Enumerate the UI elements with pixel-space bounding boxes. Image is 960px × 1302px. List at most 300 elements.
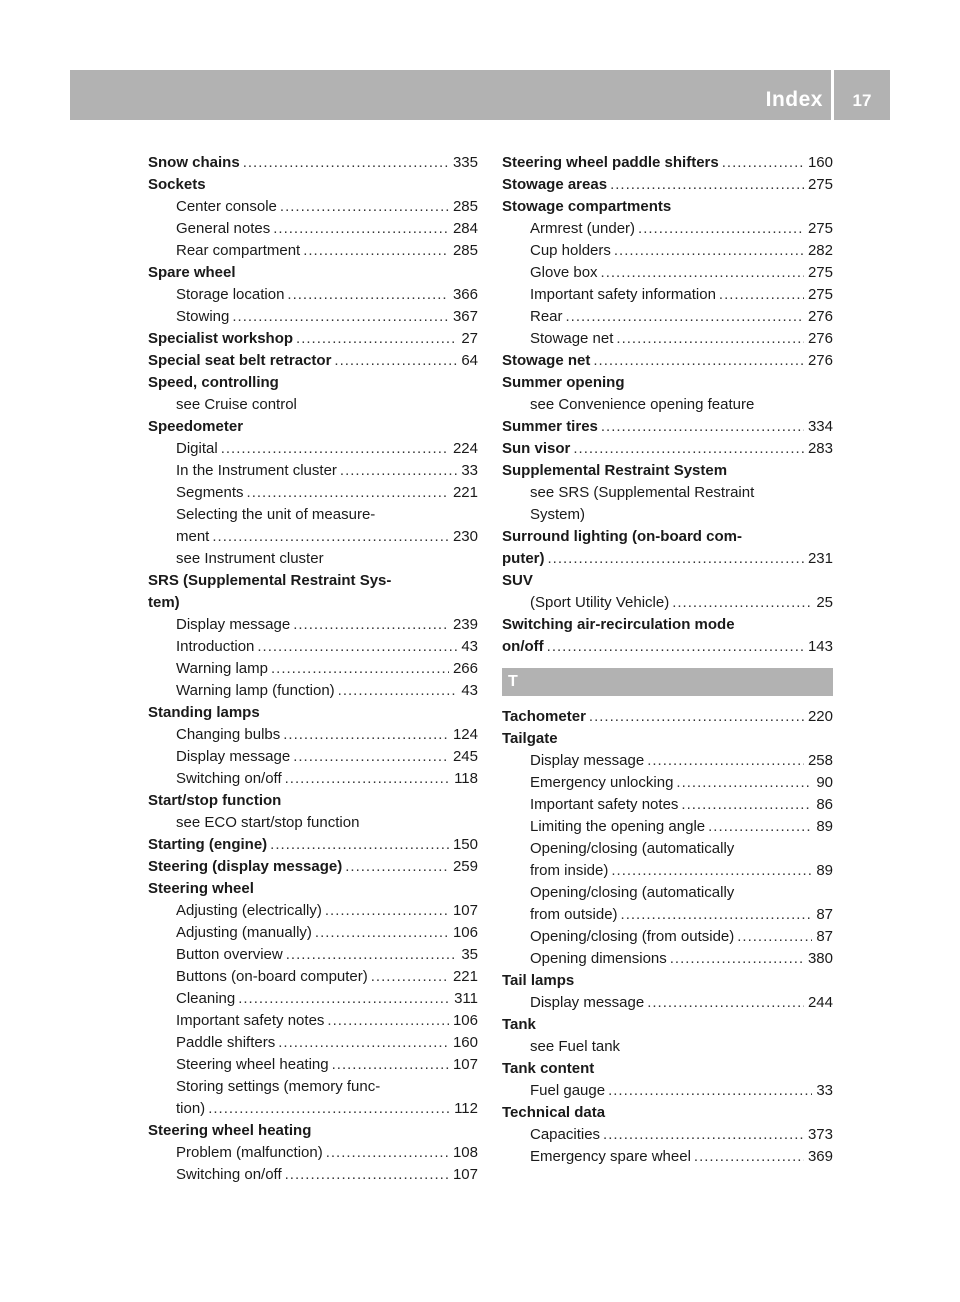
entry-label: Emergency spare wheel bbox=[530, 1148, 691, 1165]
entry-label: Tank content bbox=[502, 1060, 595, 1077]
page-reference[interactable]: 43 bbox=[461, 638, 478, 655]
dot-leader bbox=[676, 772, 812, 794]
index-subentry bbox=[502, 1036, 833, 1058]
dot-leader bbox=[283, 724, 449, 746]
page-reference[interactable]: 276 bbox=[807, 330, 833, 347]
entry-label: Armrest (under) bbox=[530, 220, 636, 237]
entry-label: Important safety notes bbox=[530, 796, 679, 813]
entry-label: Standing lamps bbox=[148, 704, 260, 721]
dot-leader bbox=[326, 1142, 449, 1164]
entry-label: Opening/closing (automatically bbox=[530, 840, 735, 857]
page-reference[interactable]: 221 bbox=[452, 968, 478, 985]
page-reference[interactable]: 107 bbox=[452, 902, 478, 919]
page-reference[interactable]: 33 bbox=[461, 462, 478, 479]
index-subentry[interactable] bbox=[148, 658, 478, 680]
index-subentry[interactable] bbox=[502, 750, 833, 772]
entry-label: Sun visor bbox=[502, 440, 571, 457]
page-reference[interactable]: 369 bbox=[807, 1148, 833, 1165]
dot-leader bbox=[296, 328, 457, 350]
page-reference[interactable]: 89 bbox=[816, 818, 833, 835]
entry-label: Switching air-recirculation mode bbox=[502, 616, 735, 633]
index-entry[interactable] bbox=[502, 706, 833, 728]
entry-label: Special seat belt retractor bbox=[148, 352, 332, 369]
index-subentry[interactable] bbox=[502, 1124, 833, 1146]
entry-label: Introduction bbox=[176, 638, 255, 655]
index-entry bbox=[148, 702, 478, 724]
index-entry[interactable] bbox=[502, 548, 833, 570]
page-reference[interactable]: 244 bbox=[807, 994, 833, 1011]
section-letter: T bbox=[508, 673, 518, 690]
index-subentry[interactable] bbox=[148, 1098, 478, 1120]
index-entry[interactable] bbox=[502, 636, 833, 658]
entry-label: Stowage compartments bbox=[502, 198, 672, 215]
entry-label: Digital bbox=[176, 440, 218, 457]
index-subentry[interactable] bbox=[148, 1054, 478, 1076]
entry-label: Surround lighting (on-board com- bbox=[502, 528, 742, 545]
index-entry bbox=[148, 878, 478, 900]
index-entry[interactable] bbox=[502, 350, 833, 372]
entry-label: Important safety notes bbox=[176, 1012, 325, 1029]
page-reference[interactable]: 220 bbox=[807, 708, 833, 725]
dot-leader bbox=[548, 548, 804, 570]
dot-leader bbox=[303, 240, 449, 262]
dot-leader bbox=[293, 746, 449, 768]
dot-leader bbox=[273, 218, 449, 240]
index-column-left bbox=[148, 152, 478, 1186]
entry-label: Adjusting (manually) bbox=[176, 924, 312, 941]
entry-label: Steering wheel heating bbox=[148, 1122, 312, 1139]
index-subentry[interactable] bbox=[502, 262, 833, 284]
page-reference[interactable]: 285 bbox=[452, 198, 478, 215]
index-entry[interactable] bbox=[502, 174, 833, 196]
entry-label: Specialist workshop bbox=[148, 330, 294, 347]
entry-label: Rear compartment bbox=[176, 242, 301, 259]
dot-leader bbox=[601, 262, 804, 284]
entry-label: Stowing bbox=[176, 308, 230, 325]
page-reference[interactable]: 275 bbox=[807, 286, 833, 303]
index-subentry[interactable] bbox=[148, 196, 478, 218]
page-header bbox=[70, 70, 890, 120]
index-subentry bbox=[148, 1076, 478, 1098]
index-subentry[interactable] bbox=[502, 860, 833, 882]
index-subentry[interactable] bbox=[148, 944, 478, 966]
entry-label: Capacities bbox=[530, 1126, 601, 1143]
page-reference[interactable]: 108 bbox=[452, 1144, 478, 1161]
index-entry bbox=[502, 196, 833, 218]
entry-label: Steering (display message) bbox=[148, 858, 343, 875]
page-title: Index bbox=[765, 88, 823, 111]
index-subentry[interactable] bbox=[148, 1032, 478, 1054]
index-subentry[interactable] bbox=[502, 592, 833, 614]
entry-label: Problem (malfunction) bbox=[176, 1144, 323, 1161]
page-reference[interactable]: 231 bbox=[807, 550, 833, 567]
page-reference[interactable]: 160 bbox=[452, 1034, 478, 1051]
page-reference[interactable]: 335 bbox=[452, 154, 478, 171]
entry-label: see Convenience opening feature bbox=[530, 396, 755, 413]
page-reference[interactable]: 259 bbox=[452, 858, 478, 875]
entry-label: Tail lamps bbox=[502, 972, 575, 989]
dot-leader bbox=[325, 900, 449, 922]
entry-label: on/off bbox=[502, 638, 544, 655]
page-reference[interactable]: 275 bbox=[807, 264, 833, 281]
entry-label: Summer tires bbox=[502, 418, 598, 435]
page-reference[interactable]: 118 bbox=[454, 770, 478, 787]
page-reference[interactable]: 285 bbox=[452, 242, 478, 259]
entry-label: Warning lamp bbox=[176, 660, 268, 677]
index-subentry bbox=[502, 504, 833, 526]
entry-label: from outside) bbox=[530, 906, 618, 923]
entry-label: see Cruise control bbox=[176, 396, 297, 413]
entry-label: Storage location bbox=[176, 286, 285, 303]
index-entry bbox=[502, 526, 833, 548]
index-subentry[interactable] bbox=[502, 240, 833, 262]
entry-label: Important safety information bbox=[530, 286, 716, 303]
page-reference[interactable]: 230 bbox=[452, 528, 478, 545]
page-reference[interactable]: 282 bbox=[807, 242, 833, 259]
page-reference[interactable]: 367 bbox=[452, 308, 478, 325]
entry-label: ment bbox=[176, 528, 210, 545]
page-reference[interactable]: 276 bbox=[807, 352, 833, 369]
page-reference[interactable]: 106 bbox=[452, 924, 478, 941]
entry-label: tion) bbox=[176, 1100, 206, 1117]
entry-label: Limiting the opening angle bbox=[530, 818, 706, 835]
dot-leader bbox=[616, 328, 804, 350]
entry-label: see Fuel tank bbox=[530, 1038, 621, 1055]
dot-leader bbox=[610, 174, 804, 196]
page-reference[interactable]: 87 bbox=[816, 906, 833, 923]
dot-leader bbox=[371, 966, 449, 988]
dot-leader bbox=[614, 240, 804, 262]
dot-leader bbox=[280, 196, 449, 218]
dot-leader bbox=[270, 834, 449, 856]
page-reference[interactable]: 106 bbox=[452, 1012, 478, 1029]
index-subentry[interactable] bbox=[148, 746, 478, 768]
index-subentry[interactable] bbox=[148, 218, 478, 240]
page-reference[interactable]: 266 bbox=[452, 660, 478, 677]
index-subentry[interactable] bbox=[502, 794, 833, 816]
page-reference[interactable]: 284 bbox=[452, 220, 478, 237]
page-reference[interactable]: 64 bbox=[461, 352, 478, 369]
dot-leader bbox=[334, 350, 457, 372]
entry-label: from inside) bbox=[530, 862, 609, 879]
dot-leader bbox=[332, 1054, 449, 1076]
index-entry bbox=[148, 416, 478, 438]
entry-label: Opening dimensions bbox=[530, 950, 667, 967]
dot-leader bbox=[647, 992, 804, 1014]
index-subentry[interactable] bbox=[148, 284, 478, 306]
page-reference[interactable]: 275 bbox=[807, 176, 833, 193]
entry-label: see Instrument cluster bbox=[176, 550, 324, 567]
entry-label: Cup holders bbox=[530, 242, 611, 259]
entry-label: Buttons (on-board computer) bbox=[176, 968, 368, 985]
dot-leader bbox=[238, 988, 450, 1010]
entry-label: Segments bbox=[176, 484, 244, 501]
entry-label: Steering wheel paddle shifters bbox=[502, 154, 719, 171]
page-number: 17 bbox=[852, 91, 872, 110]
index-subentry bbox=[148, 504, 478, 526]
index-entry bbox=[502, 1014, 833, 1036]
section-header bbox=[502, 668, 833, 696]
entry-label: Selecting the unit of measure- bbox=[176, 506, 376, 523]
page-reference[interactable]: 112 bbox=[454, 1100, 478, 1117]
dot-leader bbox=[286, 944, 458, 966]
dot-leader bbox=[278, 1032, 449, 1054]
index-subentry[interactable] bbox=[148, 482, 478, 504]
entry-label: Stowage net bbox=[502, 352, 591, 369]
entry-label: Stowage areas bbox=[502, 176, 608, 193]
index-entry bbox=[148, 790, 478, 812]
entry-label: puter) bbox=[502, 550, 545, 567]
index-entry bbox=[502, 372, 833, 394]
entry-label: Supplemental Restraint System bbox=[502, 462, 728, 479]
dot-leader bbox=[285, 768, 450, 790]
index-entry[interactable] bbox=[148, 350, 478, 372]
page-reference[interactable]: 143 bbox=[807, 638, 833, 655]
index-subentry bbox=[148, 812, 478, 834]
page-reference[interactable]: 311 bbox=[454, 990, 478, 1007]
page-reference[interactable]: 239 bbox=[452, 616, 478, 633]
page-reference[interactable]: 245 bbox=[452, 748, 478, 765]
index-entry[interactable] bbox=[148, 328, 478, 350]
entry-label: Opening/closing (from outside) bbox=[530, 928, 735, 945]
dot-leader bbox=[573, 438, 804, 460]
entry-label: Warning lamp (function) bbox=[176, 682, 335, 699]
dot-leader bbox=[670, 948, 804, 970]
entry-label: see SRS (Supplemental Restraint bbox=[530, 484, 755, 501]
entry-label: Steering wheel bbox=[148, 880, 254, 897]
index-subentry[interactable] bbox=[502, 904, 833, 926]
index-entry bbox=[148, 372, 478, 394]
index-subentry[interactable] bbox=[148, 460, 478, 482]
entry-label: Display message bbox=[530, 994, 645, 1011]
index-entry bbox=[148, 570, 478, 592]
dot-leader bbox=[293, 614, 449, 636]
dot-leader bbox=[719, 284, 804, 306]
entry-label: Display message bbox=[176, 748, 291, 765]
page-reference[interactable]: 43 bbox=[461, 682, 478, 699]
entry-label: In the Instrument cluster bbox=[176, 462, 337, 479]
index-subentry[interactable] bbox=[148, 306, 478, 328]
dot-leader bbox=[601, 416, 804, 438]
dot-leader bbox=[271, 658, 449, 680]
dot-leader bbox=[566, 306, 804, 328]
entry-label: Summer opening bbox=[502, 374, 625, 391]
index-subentry[interactable] bbox=[148, 768, 478, 790]
dot-leader bbox=[221, 438, 449, 460]
dot-leader bbox=[345, 856, 449, 878]
page-reference[interactable]: 366 bbox=[452, 286, 478, 303]
index-entry bbox=[502, 614, 833, 636]
page-reference[interactable]: 124 bbox=[452, 726, 478, 743]
page-reference[interactable]: 107 bbox=[452, 1166, 478, 1183]
header-divider bbox=[831, 70, 834, 120]
page-reference[interactable]: 334 bbox=[807, 418, 833, 435]
index-subentry[interactable] bbox=[502, 1146, 833, 1168]
entry-label: Speedometer bbox=[148, 418, 244, 435]
index-subentry[interactable] bbox=[148, 1010, 478, 1032]
page-reference[interactable]: 373 bbox=[807, 1126, 833, 1143]
page-reference[interactable]: 27 bbox=[461, 330, 478, 347]
entry-label: Display message bbox=[530, 752, 645, 769]
entry-label: Rear bbox=[530, 308, 563, 325]
entry-label: tem) bbox=[148, 594, 180, 611]
index-subentry[interactable] bbox=[502, 1080, 833, 1102]
page-reference[interactable]: 89 bbox=[816, 862, 833, 879]
entry-label: Steering wheel heating bbox=[176, 1056, 329, 1073]
page-reference[interactable]: 224 bbox=[452, 440, 478, 457]
index-subentry bbox=[502, 482, 833, 504]
index-subentry[interactable] bbox=[148, 900, 478, 922]
index-subentry[interactable] bbox=[148, 438, 478, 460]
index-entry bbox=[502, 1102, 833, 1124]
dot-leader bbox=[621, 904, 813, 926]
index-subentry[interactable] bbox=[148, 680, 478, 702]
index-subentry[interactable] bbox=[502, 218, 833, 240]
dot-leader bbox=[611, 860, 812, 882]
entry-label: Switching on/off bbox=[176, 770, 282, 787]
entry-label: Fuel gauge bbox=[530, 1082, 606, 1099]
entry-label: Speed, controlling bbox=[148, 374, 279, 391]
page-reference[interactable]: 276 bbox=[807, 308, 833, 325]
dot-leader bbox=[608, 1080, 812, 1102]
index-entry bbox=[502, 728, 833, 750]
index-entry bbox=[502, 460, 833, 482]
index-entry bbox=[502, 1058, 833, 1080]
dot-leader bbox=[737, 926, 812, 948]
index-subentry bbox=[148, 394, 478, 416]
entry-label: Button overview bbox=[176, 946, 283, 963]
dot-leader bbox=[287, 284, 449, 306]
index-subentry[interactable] bbox=[148, 636, 478, 658]
entry-label: Adjusting (electrically) bbox=[176, 902, 322, 919]
index-entry[interactable] bbox=[148, 152, 478, 174]
index-subentry[interactable] bbox=[148, 614, 478, 636]
dot-leader bbox=[722, 152, 804, 174]
index-entry bbox=[148, 592, 478, 614]
dot-leader bbox=[547, 636, 804, 658]
index-subentry[interactable] bbox=[148, 240, 478, 262]
index-entry[interactable] bbox=[502, 416, 833, 438]
index-subentry[interactable] bbox=[502, 926, 833, 948]
entry-label: Tank bbox=[502, 1016, 536, 1033]
index-entry bbox=[148, 1120, 478, 1142]
dot-leader bbox=[672, 592, 812, 614]
page-reference[interactable]: 86 bbox=[816, 796, 833, 813]
index-subentry[interactable] bbox=[148, 724, 478, 746]
entry-label: Tailgate bbox=[502, 730, 558, 747]
index-entry[interactable] bbox=[148, 834, 478, 856]
index-subentry[interactable] bbox=[148, 1164, 478, 1186]
page-reference[interactable]: 283 bbox=[807, 440, 833, 457]
dot-leader bbox=[315, 922, 449, 944]
entry-label: System) bbox=[530, 506, 586, 523]
entry-label: Technical data bbox=[502, 1104, 606, 1121]
entry-label: Cleaning bbox=[176, 990, 236, 1007]
dot-leader bbox=[603, 1124, 804, 1146]
index-subentry bbox=[502, 394, 833, 416]
index-subentry bbox=[502, 882, 833, 904]
dot-leader bbox=[340, 460, 457, 482]
page-reference[interactable]: 221 bbox=[452, 484, 478, 501]
dot-leader bbox=[257, 636, 457, 658]
page-reference[interactable]: 90 bbox=[816, 774, 833, 791]
entry-label: (Sport Utility Vehicle) bbox=[530, 594, 670, 611]
page-reference[interactable]: 33 bbox=[816, 1082, 833, 1099]
index-entry[interactable] bbox=[502, 438, 833, 460]
index-entry bbox=[502, 570, 833, 592]
entry-label: SUV bbox=[502, 572, 533, 589]
entry-label: Tachometer bbox=[502, 708, 586, 725]
dot-leader bbox=[327, 1010, 449, 1032]
index-subentry bbox=[148, 548, 478, 570]
index-entry bbox=[502, 970, 833, 992]
entry-label: Paddle shifters bbox=[176, 1034, 276, 1051]
entry-label: Start/stop function bbox=[148, 792, 282, 809]
entry-label: Starting (engine) bbox=[148, 836, 268, 853]
index-entry[interactable] bbox=[148, 856, 478, 878]
dot-leader bbox=[694, 1146, 804, 1168]
index-subentry[interactable] bbox=[502, 992, 833, 1014]
dot-leader bbox=[232, 306, 449, 328]
entry-label: Storing settings (memory func- bbox=[176, 1078, 381, 1095]
index-subentry[interactable] bbox=[502, 306, 833, 328]
dot-leader bbox=[208, 1098, 450, 1120]
entry-label: Display message bbox=[176, 616, 291, 633]
page-reference[interactable]: 87 bbox=[816, 928, 833, 945]
index-column-right bbox=[502, 152, 833, 1168]
entry-label: SRS (Supplemental Restraint Sys- bbox=[148, 572, 392, 589]
entry-label: Changing bulbs bbox=[176, 726, 281, 743]
entry-label: Sockets bbox=[148, 176, 206, 193]
page-reference[interactable]: 107 bbox=[452, 1056, 478, 1073]
entry-label: Opening/closing (automatically bbox=[530, 884, 735, 901]
entry-label: Spare wheel bbox=[148, 264, 236, 281]
page-reference[interactable]: 150 bbox=[452, 836, 478, 853]
page-reference[interactable]: 35 bbox=[461, 946, 478, 963]
dot-leader bbox=[285, 1164, 449, 1186]
entry-label: Emergency unlocking bbox=[530, 774, 674, 791]
entry-label: Switching on/off bbox=[176, 1166, 282, 1183]
dot-leader bbox=[212, 526, 449, 548]
index-entry bbox=[148, 262, 478, 284]
entry-label: Glove box bbox=[530, 264, 598, 281]
index-entry[interactable] bbox=[502, 152, 833, 174]
index-subentry[interactable] bbox=[148, 988, 478, 1010]
dot-leader bbox=[681, 794, 812, 816]
index-subentry[interactable] bbox=[148, 966, 478, 988]
page-reference[interactable]: 275 bbox=[807, 220, 833, 237]
index-subentry[interactable] bbox=[502, 816, 833, 838]
page-reference[interactable]: 258 bbox=[807, 752, 833, 769]
index-subentry[interactable] bbox=[502, 328, 833, 350]
page-reference[interactable]: 160 bbox=[807, 154, 833, 171]
index-subentry[interactable] bbox=[148, 526, 478, 548]
dot-leader bbox=[338, 680, 458, 702]
dot-leader bbox=[638, 218, 804, 240]
index-subentry[interactable] bbox=[502, 772, 833, 794]
dot-leader bbox=[243, 152, 449, 174]
page-reference[interactable]: 25 bbox=[816, 594, 833, 611]
index-subentry[interactable] bbox=[148, 1142, 478, 1164]
index-subentry[interactable] bbox=[502, 948, 833, 970]
index-subentry[interactable] bbox=[502, 284, 833, 306]
index-subentry[interactable] bbox=[148, 922, 478, 944]
page-reference[interactable]: 380 bbox=[807, 950, 833, 967]
dot-leader bbox=[647, 750, 804, 772]
dot-leader bbox=[589, 706, 804, 728]
entry-label: Stowage net bbox=[530, 330, 614, 347]
entry-label: Center console bbox=[176, 198, 277, 215]
